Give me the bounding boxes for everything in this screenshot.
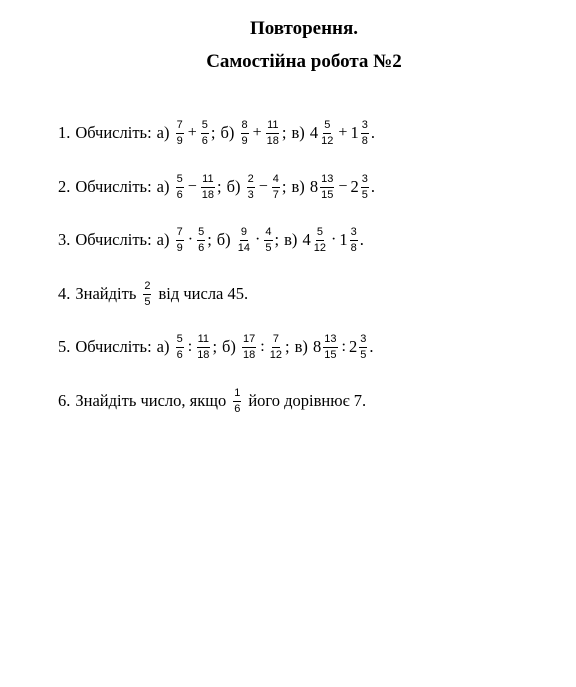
mixed-whole: 2 bbox=[350, 177, 359, 196]
fraction-denominator: 3 bbox=[247, 188, 254, 201]
mixed-whole: 8 bbox=[313, 337, 322, 356]
fraction bbox=[241, 120, 249, 147]
item-text: . bbox=[359, 230, 364, 249]
task-label: Знайдіть число, якщо bbox=[75, 391, 227, 410]
fraction-numerator: 11 bbox=[197, 334, 210, 348]
fraction-numerator: 3 bbox=[361, 120, 369, 134]
item-text: ; bbox=[281, 123, 287, 142]
task-3 bbox=[58, 222, 364, 258]
mixed-number bbox=[338, 227, 359, 254]
item-letter: а) bbox=[156, 123, 170, 142]
task-label: Обчисліть: bbox=[75, 337, 152, 356]
item-letter: б) bbox=[226, 177, 241, 196]
fraction-numerator: 4 bbox=[264, 227, 272, 241]
fraction bbox=[201, 174, 215, 201]
fraction bbox=[196, 334, 210, 361]
fraction-denominator: 8 bbox=[350, 241, 357, 254]
task-1 bbox=[58, 115, 375, 151]
fraction-numerator: 9 bbox=[240, 227, 248, 241]
fraction-denominator: 18 bbox=[201, 188, 215, 201]
task-number: 2. bbox=[58, 177, 71, 196]
operator: · bbox=[187, 231, 194, 248]
fraction bbox=[269, 334, 283, 361]
operator: · bbox=[255, 231, 261, 248]
fraction bbox=[361, 174, 369, 201]
operator: − bbox=[258, 178, 268, 195]
mixed-number bbox=[302, 227, 330, 254]
fraction-numerator: 4 bbox=[272, 174, 280, 188]
fraction-numerator: 13 bbox=[320, 174, 334, 188]
fraction bbox=[176, 227, 184, 254]
item-letter: в) bbox=[284, 230, 298, 249]
fraction-numerator: 17 bbox=[242, 334, 256, 348]
fraction-denominator: 12 bbox=[321, 134, 334, 147]
operator: + bbox=[338, 124, 348, 141]
fraction bbox=[197, 227, 205, 254]
fraction-numerator: 3 bbox=[359, 334, 367, 348]
fraction bbox=[201, 120, 209, 147]
item-letter: б) bbox=[222, 337, 236, 356]
mixed-whole: 8 bbox=[309, 177, 319, 196]
fraction bbox=[176, 334, 184, 361]
fraction-denominator: 6 bbox=[176, 348, 183, 361]
fraction bbox=[320, 174, 334, 201]
fraction-numerator: 11 bbox=[266, 120, 279, 134]
mixed-number bbox=[348, 334, 369, 361]
mixed-whole: 4 bbox=[309, 123, 319, 142]
fraction bbox=[266, 120, 280, 147]
fraction bbox=[320, 120, 334, 147]
mixed-number bbox=[309, 120, 337, 147]
task-label: Обчисліть: bbox=[75, 177, 152, 196]
mixed-whole: 1 bbox=[350, 123, 359, 142]
fraction-numerator: 3 bbox=[361, 174, 369, 188]
fraction bbox=[247, 174, 255, 201]
fraction bbox=[272, 174, 280, 201]
task-6 bbox=[58, 383, 366, 419]
fraction bbox=[237, 227, 251, 254]
fraction-denominator: 6 bbox=[234, 402, 241, 415]
fraction-numerator: 7 bbox=[272, 334, 280, 348]
fraction-denominator: 18 bbox=[197, 348, 210, 361]
operator: + bbox=[187, 124, 197, 141]
item-text: ; bbox=[207, 230, 212, 249]
item-letter: а) bbox=[156, 230, 170, 249]
item-letter: б) bbox=[216, 230, 231, 249]
fraction bbox=[233, 388, 241, 415]
fraction-denominator: 14 bbox=[237, 241, 251, 254]
fraction bbox=[350, 227, 358, 254]
fraction-denominator: 5 bbox=[265, 241, 272, 254]
item-text: ; bbox=[274, 230, 280, 249]
item-text: . bbox=[370, 177, 375, 196]
operator: · bbox=[331, 231, 337, 248]
page-title: Повторення. bbox=[249, 18, 359, 39]
task-4 bbox=[58, 276, 248, 312]
fraction-denominator: 9 bbox=[176, 134, 183, 147]
fraction-denominator: 6 bbox=[201, 134, 208, 147]
item-letter: в) bbox=[291, 177, 305, 196]
fraction-denominator: 9 bbox=[176, 241, 183, 254]
item-letter: а) bbox=[156, 337, 170, 356]
mixed-number bbox=[349, 120, 370, 147]
task-number: 3. bbox=[58, 230, 71, 249]
item-text: ; bbox=[281, 177, 287, 196]
task-number: 1. bbox=[58, 123, 71, 142]
mixed-number bbox=[349, 174, 370, 201]
fraction-numerator: 5 bbox=[201, 120, 209, 134]
fraction bbox=[313, 227, 327, 254]
fraction-numerator: 7 bbox=[176, 120, 184, 134]
mixed-whole: 2 bbox=[348, 337, 358, 356]
item-text: ; bbox=[217, 177, 222, 196]
fraction-denominator: 7 bbox=[272, 188, 279, 201]
item-text: ; bbox=[212, 337, 218, 356]
fraction bbox=[143, 281, 151, 308]
fraction-numerator: 2 bbox=[143, 281, 151, 295]
item-text: . bbox=[370, 123, 375, 142]
operator: : bbox=[341, 338, 346, 355]
fraction-numerator: 5 bbox=[323, 120, 331, 134]
task-number: 5. bbox=[58, 337, 71, 356]
fraction-denominator: 5 bbox=[144, 295, 151, 308]
mixed-number bbox=[312, 334, 340, 361]
task-label: Знайдіть bbox=[75, 284, 137, 303]
fraction bbox=[242, 334, 256, 361]
fraction-denominator: 5 bbox=[360, 348, 367, 361]
fraction bbox=[264, 227, 272, 254]
fraction-denominator: 5 bbox=[361, 188, 368, 201]
fraction bbox=[361, 120, 369, 147]
item-text: ; bbox=[210, 123, 216, 142]
mixed-whole: 4 bbox=[302, 230, 311, 249]
operator: − bbox=[338, 178, 348, 195]
task-number: 4. bbox=[58, 284, 71, 303]
task-number: 6. bbox=[58, 391, 71, 410]
fraction-denominator: 9 bbox=[241, 134, 248, 147]
operator: + bbox=[252, 124, 262, 141]
fraction-numerator: 2 bbox=[247, 174, 255, 188]
fraction-denominator: 6 bbox=[176, 188, 183, 201]
operator: − bbox=[187, 178, 197, 195]
fraction-denominator: 15 bbox=[324, 348, 337, 361]
fraction-denominator: 18 bbox=[243, 348, 256, 361]
item-text: від числа 45. bbox=[158, 284, 249, 303]
fraction-numerator: 8 bbox=[241, 120, 249, 134]
fraction-numerator: 11 bbox=[201, 174, 214, 188]
operator: : bbox=[260, 338, 265, 355]
fraction bbox=[323, 334, 337, 361]
task-label: Обчисліть: bbox=[75, 123, 152, 142]
fraction-denominator: 6 bbox=[198, 241, 205, 254]
fraction-numerator: 5 bbox=[176, 174, 184, 188]
task-2 bbox=[58, 169, 375, 205]
fraction bbox=[176, 174, 184, 201]
item-text: ; bbox=[285, 337, 290, 356]
fraction-numerator: 5 bbox=[197, 227, 205, 241]
fraction-denominator: 8 bbox=[361, 134, 368, 147]
item-letter: в) bbox=[294, 337, 308, 356]
fraction-numerator: 7 bbox=[176, 227, 184, 241]
mixed-whole: 1 bbox=[339, 230, 348, 249]
item-letter: б) bbox=[220, 123, 235, 142]
fraction-denominator: 15 bbox=[321, 188, 334, 201]
fraction-numerator: 13 bbox=[323, 334, 337, 348]
fraction-numerator: 5 bbox=[316, 227, 324, 241]
fraction-numerator: 1 bbox=[233, 388, 241, 402]
fraction-denominator: 18 bbox=[266, 134, 279, 147]
fraction bbox=[359, 334, 367, 361]
task-label: Обчисліть: bbox=[75, 230, 152, 249]
mixed-number bbox=[309, 174, 337, 201]
item-text: . bbox=[369, 337, 374, 356]
item-text: його дорівнює 7. bbox=[248, 391, 367, 410]
item-letter: в) bbox=[291, 123, 305, 142]
item-letter: а) bbox=[156, 177, 170, 196]
fraction-numerator: 5 bbox=[176, 334, 184, 348]
fraction bbox=[176, 120, 184, 147]
operator: : bbox=[187, 338, 193, 355]
fraction-denominator: 12 bbox=[313, 241, 327, 254]
page-subtitle: Самостійна робота №2 bbox=[206, 51, 402, 72]
fraction-denominator: 12 bbox=[269, 348, 282, 361]
task-5 bbox=[58, 329, 373, 365]
fraction-numerator: 3 bbox=[350, 227, 358, 241]
